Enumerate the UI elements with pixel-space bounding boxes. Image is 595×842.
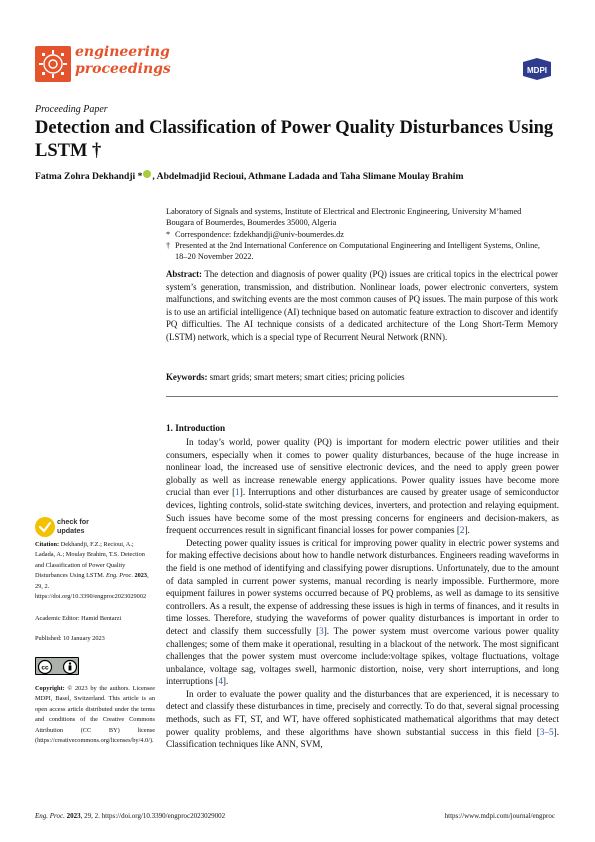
citation-year: 2023 xyxy=(134,572,148,580)
body-text xyxy=(166,436,559,751)
orcid-icon[interactable] xyxy=(143,170,151,178)
paragraph-3 xyxy=(166,688,559,751)
journal-logo-icon xyxy=(35,46,71,82)
footer-citation xyxy=(35,812,225,820)
check-updates-line1: check for xyxy=(57,517,89,526)
paragraph-text: ]. Interruptions and other disturbances are caused by greater usage of semiconductor devices, lighting controls, solid-state switching devices, inverters, and protection and relaying equipment. Such issues have become some of the most pressing concerns for engineers and decision-makers, as frequent occurrences result in significant financial losses for power companies [ xyxy=(166,487,559,536)
journal-name xyxy=(75,44,171,78)
citation-link[interactable]: 3–5 xyxy=(539,726,554,737)
paragraph-text: ]. xyxy=(464,525,470,536)
correspondence-symbol: * xyxy=(166,229,171,239)
presented-symbol: † xyxy=(166,240,171,250)
copyright-text: © 2023 by the authors. Licensee MDPI, Basel, Switzerland. This article is an open access article distributed under the terms and conditions of the Creative Commons Attribution (CC BY) license (https://creativecommons.org/licenses/by/4.0/). xyxy=(35,685,155,745)
abstract-text: The detection and diagnosis of power quality (PQ) issues are critical topics in the electrical power system’s generation, transmission, and distribution. Nonlinear loads, power electronic converters, system malfunctions, and switching events are the most common causes of PQ issues. The main purpose of this work is to use an artificial intelligence (AI) technique based on automatic feature extraction to discover and identify PQ difficulties. The AI technique consists of a dedicated architecture of the Long Short-Term Memory (LSTM) network, which is a special type of Recurrent Neural Network (RNN). xyxy=(166,269,558,342)
paragraph-text: ]. xyxy=(222,676,229,687)
abstract xyxy=(166,268,558,343)
publisher-logo-text: MDPI xyxy=(527,66,547,75)
citation-journal: Eng. Proc. xyxy=(106,572,133,580)
paragraph-text: Detecting power quality issues is critical for improving power quality in electric power systems and for making effective decisions about how to handle network disturbances. Engineers reading waveforms in the field is one method of identifying and classifying power disruptions. Unfortunately, due to the amount of data sampled in current power systems, manual recording is nearly impossible. Furthermore, more equipment failures in power systems occurred because of PQ problems, as well as damage to its sensitive controllers. As a result, the expense of addressing these issues is high in terms of finances, and it results in time losses. Therefore, studying the waveforms of power quality disturbances is important in order to detect and classify them successfully [ xyxy=(166,537,559,636)
presented-note-cont: 18–20 November 2022. xyxy=(175,252,254,262)
citation-link[interactable]: 1 xyxy=(235,487,240,498)
journal-name-line1: engineering xyxy=(75,44,170,60)
paragraph-1 xyxy=(166,436,559,537)
affiliation-lab-cont: Bougara of Boumerdes, Boumerdes 35000, Algeria xyxy=(166,218,337,228)
citation-link[interactable]: 3 xyxy=(319,625,324,636)
published-date: Published: 10 January 2023 xyxy=(35,635,105,642)
citation-rest[interactable]: , 29, 2. https://doi.org/10.3390/engproc2023029002 xyxy=(35,572,149,601)
section-heading: 1. Introduction xyxy=(166,423,226,433)
academic-editor: Academic Editor: Hamid Bentarzi xyxy=(35,615,122,622)
copyright-label: Copyright: xyxy=(35,685,65,692)
page-footer xyxy=(35,812,555,820)
paragraph-text: In today’s world, power quality (PQ) is important for modern electric power utilities and their consumers, especially when it comes to power quality disturbances, because of the huge increase in nonlinear load, the increased use of sensitive electronic devices, and the need to apply green power globally as well as increase renewable energy applications. Power quality issues have become more crucial than ever [ xyxy=(166,437,559,498)
citation-block xyxy=(35,540,155,602)
citation-text: Dekhandji, F.Z.; Recioui, A.; Ladada, A.; Moulay Brahim, T.S. Detection and Classification of Power Quality Disturbances Using LSTM. xyxy=(35,541,145,580)
correspondence-row xyxy=(166,229,561,240)
presented-note: Presented at the 2nd International Conference on Computational Engineering and Intelligent Systems, Online, xyxy=(175,240,540,250)
copyright-block xyxy=(35,684,155,746)
svg-text:cc: cc xyxy=(41,664,49,672)
paragraph-2 xyxy=(166,537,559,688)
first-author: Fatma Zohra Dekhandji * xyxy=(35,171,143,182)
paper-title: Detection and Classification of Power Quality Disturbances Using LSTM † xyxy=(35,118,554,161)
paragraph-text: In order to evaluate the power quality and the disturbances that are experienced, it is necessary to detect and classify these disturbances in time, precisely and correctly. To do that, several signal processing methods, such as FT, ST, and WT, have offered sophisticated mathematical algorithms that may detect power quality problems, and these algorithms have shown substantial success in this field [ xyxy=(166,688,559,737)
affiliation-lab: Laboratory of Signals and systems, Institute of Electrical and Electronic Engineering, University M’hamed xyxy=(166,207,522,216)
footer-year: 2023 xyxy=(66,812,81,820)
presented-row xyxy=(166,240,561,251)
journal-name-line2: proceedings xyxy=(75,61,171,77)
other-authors: , Abdelmadjid Recioui, Athmane Ladada and Taha Slimane Moulay Brahim xyxy=(152,171,464,182)
author-list xyxy=(35,170,560,182)
abstract-label: Abstract: xyxy=(166,269,202,279)
check-for-updates-button[interactable] xyxy=(35,516,95,540)
paragraph-text: ]. Classification techniques like ANN, SVM, xyxy=(166,726,559,750)
keywords xyxy=(166,372,558,382)
footer-url[interactable]: https://www.mdpi.com/journal/engproc xyxy=(444,812,555,820)
citation-label: Citation: xyxy=(35,541,60,548)
affiliations xyxy=(166,206,561,262)
keywords-label: Keywords: xyxy=(166,372,208,382)
keywords-text: smart grids; smart meters; smart cities; pricing policies xyxy=(209,372,405,382)
footer-doi[interactable]: , 29, 2. https://doi.org/10.3390/engproc2023029002 xyxy=(80,812,226,820)
check-updates-label xyxy=(57,518,89,535)
paper-type: Proceeding Paper xyxy=(35,104,108,115)
check-updates-icon xyxy=(35,517,55,537)
correspondence[interactable]: Correspondence: fzdekhandji@univ-boumerdes.dz xyxy=(175,229,344,239)
citation-link[interactable]: 4 xyxy=(218,676,223,687)
footer-journal: Eng. Proc. xyxy=(35,812,65,820)
paragraph-text: ]. The power system must overcome various power quality challenges; some of them make it operational, resulting in a blackout of the network. The most significant challenges that the power system must overcome include:voltage spikes, voltage fluctuations, voltage unbalance, voltage sag, voltages swell, harmonic distortion, noise, very short interruptions, and long interruptions [ xyxy=(166,625,559,687)
check-updates-line2: updates xyxy=(57,525,85,535)
citation-link[interactable]: 2 xyxy=(459,525,465,536)
cc-by-license-icon[interactable] xyxy=(35,657,79,675)
divider xyxy=(166,396,558,397)
publisher-logo xyxy=(518,58,556,80)
